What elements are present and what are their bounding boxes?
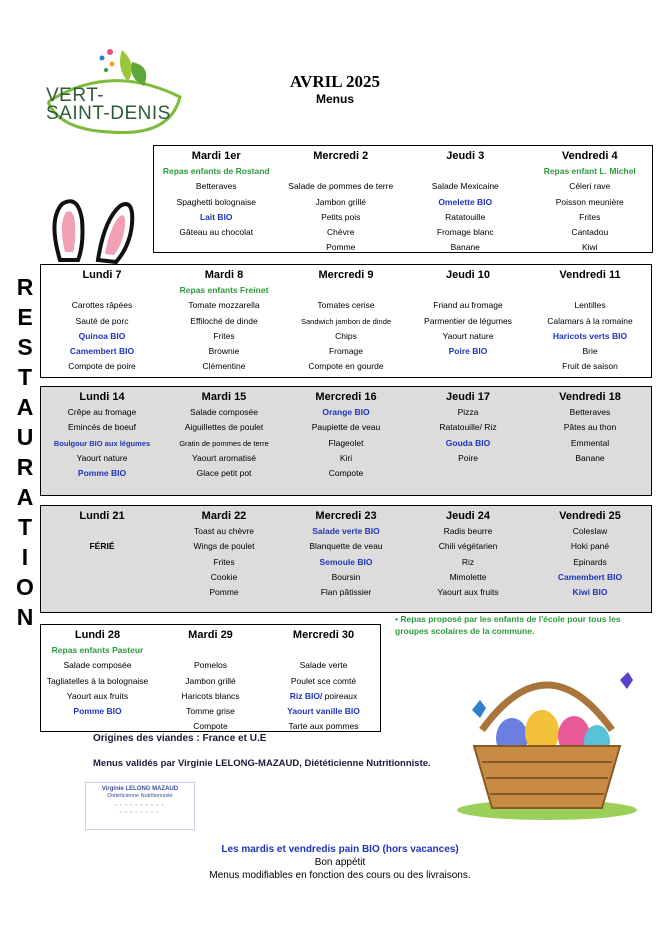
side-letter: I [21,544,29,570]
menu-item: Gouda BIO [445,437,491,448]
menu-item: Spaghetti bolognaise [176,196,256,207]
day-header: Mercredi 30 [292,629,355,641]
side-letter: R [16,274,34,300]
restauration-vertical-text [8,272,42,632]
menu-item: Yaourt aux fruits [437,587,499,598]
day-column [154,146,279,252]
page-title: AVRIL 2025 [290,72,380,91]
menu-item: Poire [458,452,478,463]
day-header: Mardi 22 [201,510,247,522]
day-column [407,387,529,495]
day-header: Vendredi 11 [559,269,621,281]
side-letter: A [16,394,34,420]
menu-item: Flan pâtissier [320,587,372,598]
menu-item: Friand au fromage [433,300,503,311]
menu-item: Emmental [570,437,610,448]
modifiable-note: Menus modifiables en fonction des cours ou des livraisons. [209,870,471,881]
menu-item: Petits pois [321,211,361,222]
menu-item: Lentilles [574,300,606,311]
menu-item: Jambon grillé [315,196,367,207]
logo-line-2: SAINT-DENIS [46,103,171,124]
menu-item: Tagliatelles à la bolognaise [46,675,149,686]
menu-item: Glace petit pot [196,468,252,479]
note-text: Repas proposé par les enfants de l'école pour tous les groupes scolaires de la commune. [395,614,621,636]
day-header: Jeudi 24 [445,510,491,522]
week-table [40,386,652,496]
menu-item: Repas enfants Freinet [179,285,269,295]
menu-item: Aiguillettes de poulet [184,422,264,433]
menu-item [529,283,651,298]
menu-item: Chips [335,330,357,341]
menu-item: Yaourt vanille BIO [287,706,360,717]
menu-item [279,164,404,179]
menu-item: Carottes râpées [71,300,133,311]
side-letter: E [17,304,33,330]
menu-item: Ratatouille [445,211,486,222]
menu-item: Gratin de pommes de terre [179,438,269,448]
menu-item: Boursin [331,571,361,582]
day-column [529,265,651,377]
day-header: Mercredi 2 [313,150,369,162]
menu-item: FÉRIÉ [89,541,115,552]
menu-item: Orange BIO [322,407,370,417]
day-column [529,506,651,612]
day-column [407,506,529,612]
menu-item: Yaourt nature [76,452,128,463]
easter-basket-icon [452,650,642,820]
day-column [407,265,529,377]
side-letter: T [17,364,33,390]
menu-item: Emincés de boeuf [67,422,137,433]
menu-item: Banane [575,452,605,463]
menu-item: Chèvre [327,227,355,238]
side-letter: T [17,514,33,540]
menu-item: Riz [461,556,475,567]
menu-item: Kiwi BIO [572,587,608,598]
day-header: Lundi 14 [79,391,125,403]
menu-item [403,164,528,179]
menu-item: Pizza [457,407,479,417]
menu-item: Pomme BIO [77,468,127,479]
logo-line-1: VERT- [46,85,105,106]
day-column [528,146,653,252]
menu-item [285,283,407,298]
menu-item: Cantadou [571,227,609,238]
menu-item: Salade Mexicaine [431,181,499,192]
menu-item: Sandwich jambon de dinde [300,316,392,326]
day-column [163,265,285,377]
menu-item: Yaourt aux fruits [66,690,129,701]
day-column [279,146,404,252]
day-header: Jeudi 10 [445,269,491,281]
day-header: Lundi 7 [82,269,122,281]
menu-item: Hoki pané [570,541,610,552]
menu-item: Tomates cerise [317,300,375,311]
day-header: Lundi 28 [74,629,121,641]
side-letter: S [17,334,33,360]
menu-item: Camembert BIO [69,346,135,357]
children-meal-note: • Repas proposé par les enfants de l'école pour tous les groupes scolaires de la commune. [395,614,621,636]
dietitian-stamp: Virginie LELONG MAZAUD Diététicienne Nutritionniste ~~~~~~~~~~ ~~~~~~~~ [85,782,195,830]
menu-item: Compote [328,468,364,479]
day-header: Mardi 1er [191,150,241,162]
day-header: Mardi 15 [201,391,247,403]
menu-item: Poisson meunière [555,196,624,207]
menu-item: Pomme [326,242,356,253]
menu-item: Fromage blanc [436,227,494,238]
week-table [40,264,652,378]
logo [40,42,185,134]
week-table [40,624,381,732]
menu-item: Frites [213,556,235,567]
menu-item: Compote de poire [68,361,136,372]
menu-item: Yaourt nature [442,330,494,341]
menu-item: Frites [213,330,235,341]
day-header: Mercredi 23 [315,510,377,522]
menu-item: Tomme grise [186,706,235,717]
menu-item [41,283,163,298]
menu-item: Blanquette de veau [309,541,383,552]
day-column [41,506,163,612]
day-header: Jeudi 3 [446,150,485,162]
menu-item [267,643,380,658]
bon-appetit: Bon appétit [314,857,366,868]
menu-item: Haricots blancs [181,690,240,701]
bunny-ears-icon [48,190,138,265]
day-header: Vendredi 4 [561,150,618,162]
menu-item: Mimolette [449,571,487,582]
menu-item: Jambon grillé [185,675,236,686]
page-subtitle: Menus [315,92,354,106]
menu-item: Flageolet [328,437,364,448]
day-column [285,506,407,612]
side-letter: N [16,604,34,630]
day-header: Mardi 8 [204,269,244,281]
day-header: Vendredi 25 [559,510,621,522]
menu-item: Crêpe au fromage [67,407,137,417]
menu-item: Pomelos [193,660,228,671]
side-letter: A [16,484,34,510]
day-header: Jeudi 17 [445,391,491,403]
menu-item: Pomme [209,587,239,598]
menu-item: Salade composée [63,660,132,671]
menu-item: Tarte aux pommes [288,721,359,732]
meat-origins: Origines des viandes : France et U.E [93,733,267,744]
menu-item: Radis beurre [443,526,493,536]
day-column [41,265,163,377]
side-letter: O [16,574,34,600]
validation-text: Menus validés par Virginie LELONG-MAZAUD, Diététicienne Nutritionniste. [93,758,431,769]
menu-item: Camembert BIO [557,571,623,582]
menu-item: Gâteau au chocolat [179,227,254,238]
day-header: Vendredi 18 [559,391,621,403]
menu-item: Riz BIO/ poireaux [289,690,358,701]
menu-item: Epinards [573,556,607,567]
menu-item: Boulgour BIO aux légumes [53,438,151,448]
day-column [41,625,154,731]
menu-item: Chili végétarien [438,541,498,552]
day-header: Lundi 21 [79,510,125,522]
menu-item: Compote [193,721,228,732]
menu-item: Banane [450,242,480,253]
menu-item [41,524,163,539]
menu-item: Brownie [208,346,240,357]
menu-item: Calamars à la romaine [547,315,633,326]
menu-item: Kiwi [581,242,598,253]
menu-item: Toast au chèvre [193,526,254,536]
menu-item: Salade de pommes de terre [288,181,394,192]
menu-item: Haricots verts BIO [552,330,628,341]
menu-item: Yaourt aromatisé [191,452,257,463]
stamp-name: Virginie LELONG MAZAUD [101,786,179,792]
day-header: Mercredi 16 [315,391,377,403]
week-table [153,145,653,253]
day-column [529,387,651,495]
day-column [285,265,407,377]
menu-item [407,283,529,298]
day-column [403,146,528,252]
day-header: Mardi 29 [188,629,233,641]
menu-item: Kiri [339,452,353,463]
menu-item: Tomate mozzarella [188,300,260,311]
menu-item: Pâtes au thon [563,422,617,433]
menu-item: Cookie [210,571,238,582]
day-column [267,625,380,731]
menu-item: Sauté de porc [75,315,129,326]
day-column [285,387,407,495]
side-letter: R [16,454,34,480]
menu-item: Clémentine [202,361,246,372]
menu-item: Betteraves [195,181,237,192]
menu-item: Frites [579,211,601,222]
menu-item: Quinoa BIO [78,330,126,341]
menu-item: Poire BIO [448,346,488,357]
menu-item: Fruit de saison [562,361,618,372]
menu-item: Poulet sce comté [290,675,357,686]
menu-item: Repas enfants Pasteur [51,645,144,655]
day-header: Mercredi 9 [318,269,374,281]
week-table [40,505,652,613]
day-column [41,387,163,495]
menu-item: Effiloché de dinde [190,315,258,326]
day-column [154,625,267,731]
menu-item: Semoule BIO [319,556,373,567]
menu-item: Lait BIO [199,211,233,222]
bio-bread-note: Les mardis et vendredis pain BIO (hors vacances) [221,844,459,855]
menu-item: Betteraves [569,407,611,417]
day-column [163,506,285,612]
menu-item [154,643,267,658]
stamp-title: Diététicienne Nutritionniste [107,793,173,799]
menu-item: Parmentier de légumes [424,315,512,326]
menu-item: Omelette BIO [438,196,493,207]
day-column [163,387,285,495]
menu-item: Compote en gourde [308,361,384,372]
menu-item: Wings de poulet [193,541,255,552]
menu-item: Salade composée [189,407,259,417]
menu-item: Ratatouille/ Riz [439,422,497,433]
menu-item: Repas enfant L. Michel [543,166,636,176]
menu-item: Brie [582,346,598,357]
menu-item: Coleslaw [572,526,608,536]
menu-item: Salade verte BIO [312,526,380,536]
menu-item: Pomme BIO [73,706,122,717]
menu-item: Fromage [328,346,363,357]
menu-item: Céleri rave [569,181,611,192]
menu-item: Salade verte [299,660,348,671]
side-letter: U [16,424,34,450]
menu-item: Paupiette de veau [311,422,381,433]
menu-item: Repas enfants de Rostand [162,166,270,176]
